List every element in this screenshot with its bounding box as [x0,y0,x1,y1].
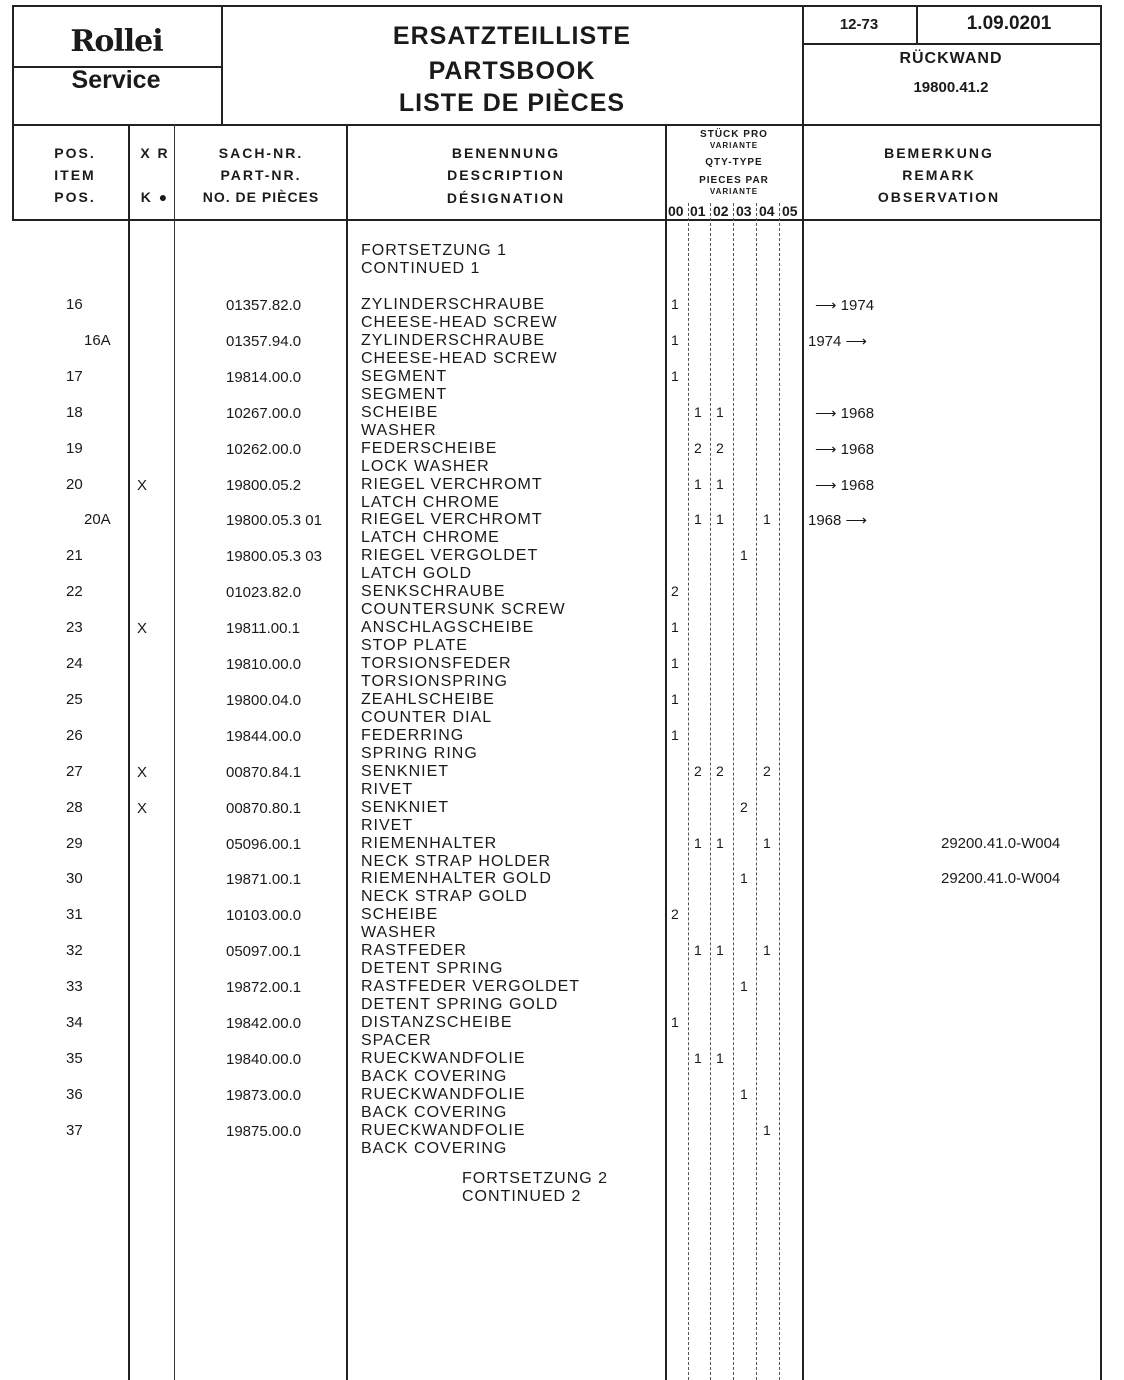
table-row [0,332,1124,368]
service-label: Service [71,66,161,94]
continued-from-de: FORTSETZUNG 1 [361,242,508,259]
remark-cell: ⟶ 1974 [815,297,875,314]
xr-cell: X [137,476,148,494]
pos-cell: 16 [66,296,83,313]
col-qty-line3: QTY-TYPE [705,157,763,168]
name-german-cell: FEDERRING [361,726,465,744]
name-english-cell: NECK STRAP HOLDER [361,852,552,870]
qty-q04-cell: 1 [763,511,771,528]
table-row [0,368,1124,404]
name-german-cell: RASTFEDER [361,942,467,960]
col-qty-line1: STÜCK PRO [700,129,768,140]
pos-cell: 29 [66,834,83,852]
pos-cell: 34 [66,1014,83,1031]
qty-q02-cell: 1 [716,942,724,959]
name-english-cell: NECK STRAP GOLD [361,888,528,906]
name-english-cell: LATCH CHROME [361,529,500,547]
part-number-cell: 00870.80.1 [226,799,302,817]
name-english-cell: BACK COVERING [361,1103,508,1121]
col-part-fr: NO. DE PIÈCES [202,189,320,205]
variant-03: 03 [736,203,752,219]
name-german-cell: ZYLINDERSCHRAUBE [361,296,546,313]
qty-q02-cell: 2 [716,762,724,779]
pos-cell: 16A [84,331,111,349]
pos-cell: 32 [66,942,83,960]
pos-cell: 31 [66,906,83,924]
qty-q02-cell: 2 [716,439,724,456]
part-number-cell: 19800.05.2 [226,476,302,494]
col-part-en: PART-NR. [220,167,302,183]
variant-02: 02 [713,203,729,219]
frame-left-header [12,124,14,221]
name-german-cell: RIEGEL VERCHROMT [361,475,543,493]
table-row [0,404,1124,440]
name-german-cell: SEGMENT [361,367,448,385]
qty-q03-cell: 1 [740,978,748,995]
name-german-cell: RIEMENHALTER GOLD [361,870,552,888]
table-row [0,835,1124,871]
name-english-cell: DETENT SPRING GOLD [361,996,559,1014]
qty-q01-cell: 1 [694,834,702,851]
name-german-cell: DISTANZSCHEIBE [361,1014,513,1031]
reference-cell: 29200.41.0-W004 [941,870,1061,888]
name-german-cell: ZYLINDERSCHRAUBE [361,331,546,349]
pos-cell: 25 [66,690,83,708]
col-pos-en: ITEM [54,167,96,183]
date-divider-line [802,43,1102,45]
table-row [0,870,1124,906]
qty-q02-cell: 1 [716,475,724,492]
table-row [0,583,1124,619]
qty-q03-cell: 1 [740,547,748,564]
qty-q04-cell: 1 [763,1121,771,1138]
name-german-cell: RIEMENHALTER [361,834,498,852]
table-row [0,1086,1124,1122]
name-german-cell: SCHEIBE [361,403,439,421]
part-number-cell: 01357.82.0 [226,297,302,314]
col-xr-bottom: K ● [140,189,170,205]
part-number-cell: 19814.00.0 [226,368,302,386]
col-pos-fr: POS. [54,189,96,205]
name-english-cell: WASHER [361,924,437,942]
pos-cell: 36 [66,1085,83,1103]
col-name-de: BENENNUNG [451,145,561,161]
qty-q00-cell: 1 [671,726,679,743]
part-number-cell: 19800.05.3 01 [226,512,322,530]
name-english-cell: RIVET [361,780,414,798]
pos-cell: 30 [66,870,83,888]
col-remark-fr: OBSERVATION [877,189,1001,205]
title-german: ERSATZTEILLISTE [392,22,632,50]
part-number-cell: 19872.00.1 [226,979,302,997]
name-english-cell: LATCH CHROME [361,493,500,511]
pos-cell: 21 [66,547,83,565]
name-english-cell: RIVET [361,816,414,834]
name-english-cell: LATCH GOLD [361,565,473,583]
part-number-cell: 19800.04.0 [226,691,302,709]
col-remark-de: BEMERKUNG [884,145,994,161]
part-number-cell: 19800.05.3 03 [226,548,322,566]
variant-04: 04 [759,203,775,219]
part-number-cell: 01023.82.0 [226,584,302,602]
variant-00: 00 [668,203,684,219]
name-english-cell: SPRING RING [361,744,478,762]
table-row [0,547,1124,583]
part-number-cell: 05096.00.1 [226,835,302,853]
qty-q04-cell: 1 [763,834,771,851]
part-number-cell: 10267.00.0 [226,404,302,422]
table-row [0,476,1124,512]
table-row [0,1014,1124,1050]
part-number-cell: 10262.00.0 [226,440,302,458]
qty-q03-cell: 2 [740,798,748,815]
qty-q01-cell: 1 [694,942,702,959]
part-number-cell: 19871.00.1 [226,871,302,889]
table-row [0,906,1124,942]
name-german-cell: RASTFEDER VERGOLDET [361,978,581,996]
name-english-cell: DETENT SPRING [361,960,504,978]
header-bottom-line [12,124,1102,126]
name-english-cell: CHEESE-HEAD SCREW [361,314,558,331]
name-german-cell: SENKNIET [361,798,450,816]
name-german-cell: SCHEIBE [361,906,439,924]
col-pos-de: POS. [54,145,96,161]
continued-to-en: CONTINUED 2 [462,1188,582,1205]
name-english-cell: STOP PLATE [361,637,468,655]
name-english-cell: SEGMENT [361,385,448,403]
xr-cell: X [137,799,148,817]
qty-q00-cell: 2 [671,906,679,923]
continued-from-en: CONTINUED 1 [361,260,481,277]
col-part-de: SACH-NR. [218,145,304,161]
name-english-cell: COUNTER DIAL [361,708,493,726]
section-title: RÜCKWAND [899,50,1003,67]
qty-q02-cell: 1 [716,403,724,420]
name-german-cell: TORSIONSFEDER [361,655,512,672]
pos-cell: 26 [66,726,83,744]
name-english-cell: COUNTERSUNK SCREW [361,601,566,619]
qty-q00-cell: 1 [671,1014,679,1030]
name-german-cell: ZEAHLSCHEIBE [361,690,495,708]
part-number-cell: 05097.00.1 [226,943,302,961]
table-row [0,727,1124,763]
part-number-cell: 10103.00.0 [226,907,302,925]
column-header-bottom-line [12,219,1102,221]
pos-cell: 19 [66,439,83,457]
name-german-cell: RIEGEL VERGOLDET [361,547,539,565]
part-number-cell: 01357.94.0 [226,332,302,350]
pos-cell: 17 [66,367,83,385]
col-remark-en: REMARK [902,167,976,183]
part-number-cell: 19810.00.0 [226,656,302,673]
variant-01: 01 [690,203,706,219]
table-row [0,296,1124,332]
qty-q01-cell: 1 [694,403,702,420]
qty-q01-cell: 1 [694,475,702,492]
qty-q01-cell: 2 [694,762,702,779]
name-english-cell: SPACER [361,1032,432,1049]
assembly-number: 19800.41.2 [913,79,989,96]
pos-cell: 23 [66,619,83,637]
part-number-cell: 19840.00.0 [226,1050,302,1068]
qty-q04-cell: 2 [763,762,771,779]
rollei-logo: Rollei [70,24,163,59]
qty-q00-cell: 1 [671,367,679,384]
part-number-cell: 19811.00.1 [226,620,300,638]
name-english-cell: WASHER [361,421,437,439]
col-qty-line4: PIECES PAR [699,175,769,186]
pos-cell: 20A [84,511,111,529]
table-row [0,1122,1124,1158]
table-row [0,799,1124,835]
title-english: PARTSBOOK [428,57,596,85]
qty-q03-cell: 1 [740,870,748,887]
name-german-cell: RUECKWANDFOLIE [361,1121,526,1139]
name-german-cell: RIEGEL VERCHROMT [361,511,543,529]
title-french: LISTE DE PIÈCES [398,89,626,117]
pos-cell: 18 [66,403,83,421]
remark-cell: ⟶ 1968 [815,440,875,458]
qty-q00-cell: 1 [671,296,679,312]
name-german-cell: RUECKWANDFOLIE [361,1049,526,1067]
qty-q04-cell: 1 [763,942,771,959]
qty-q02-cell: 1 [716,834,724,851]
table-row [0,440,1124,476]
col-name-en: DESCRIPTION [447,167,565,183]
name-english-cell: TORSIONSPRING [361,673,508,690]
pos-cell: 24 [66,655,83,672]
qty-q01-cell: 2 [694,439,702,456]
pos-cell: 33 [66,978,83,996]
remark-cell: ⟶ 1968 [815,404,875,422]
issue-date: 12-73 [839,16,879,33]
part-number-cell: 19842.00.0 [226,1015,302,1032]
qty-q00-cell: 2 [671,583,679,600]
qty-q03-cell: 1 [740,1085,748,1102]
reference-cell: 29200.41.0-W004 [941,834,1061,852]
col-xr-top: X R [140,145,170,161]
remark-cell: ⟶ 1968 [815,476,875,494]
name-english-cell: CHEESE-HEAD SCREW [361,349,558,367]
xr-cell: X [137,620,148,638]
qty-q01-cell: 1 [694,511,702,528]
table-row [0,1050,1124,1086]
col-qty-line5: VARIANTE [709,187,759,196]
qty-q00-cell: 1 [671,331,679,348]
remark-cell: 1974 ⟶ [808,332,868,350]
table-row [0,619,1124,655]
remark-cell: 1968 ⟶ [808,512,868,530]
part-number-cell: 00870.84.1 [226,763,302,781]
xr-cell: X [137,763,148,781]
table-row [0,942,1124,978]
col-qty-line2: VARIANTE [709,141,759,150]
name-english-cell: BACK COVERING [361,1067,508,1085]
qty-q01-cell: 1 [694,1049,702,1066]
document-number: 1.09.0201 [966,13,1052,34]
part-number-cell: 19844.00.0 [226,727,302,745]
name-english-cell: BACK COVERING [361,1139,508,1157]
pos-cell: 37 [66,1121,83,1139]
pos-cell: 20 [66,475,83,493]
table-row [0,691,1124,727]
part-number-cell: 19873.00.0 [226,1086,302,1104]
table-row [0,511,1124,547]
qty-q00-cell: 1 [671,655,679,671]
pos-cell: 35 [66,1049,83,1067]
pos-cell: 28 [66,798,83,816]
col-name-fr: DÉSIGNATION [446,190,566,206]
name-german-cell: FEDERSCHEIBE [361,439,498,457]
name-german-cell: SENKSCHRAUBE [361,583,506,601]
qty-q00-cell: 1 [671,619,679,636]
continued-to-de: FORTSETZUNG 2 [462,1170,609,1187]
name-english-cell: LOCK WASHER [361,457,490,475]
table-row [0,763,1124,799]
name-german-cell: ANSCHLAGSCHEIBE [361,619,535,637]
part-number-cell: 19875.00.0 [226,1122,302,1140]
table-row [0,655,1124,691]
pos-cell: 22 [66,583,83,601]
frame-top-line [12,5,1102,7]
qty-q02-cell: 1 [716,511,724,528]
qty-q00-cell: 1 [671,690,679,707]
pos-cell: 27 [66,762,83,780]
table-row [0,978,1124,1014]
variant-05: 05 [782,203,798,219]
name-german-cell: RUECKWANDFOLIE [361,1085,526,1103]
qty-q02-cell: 1 [716,1049,724,1066]
name-german-cell: SENKNIET [361,762,450,780]
